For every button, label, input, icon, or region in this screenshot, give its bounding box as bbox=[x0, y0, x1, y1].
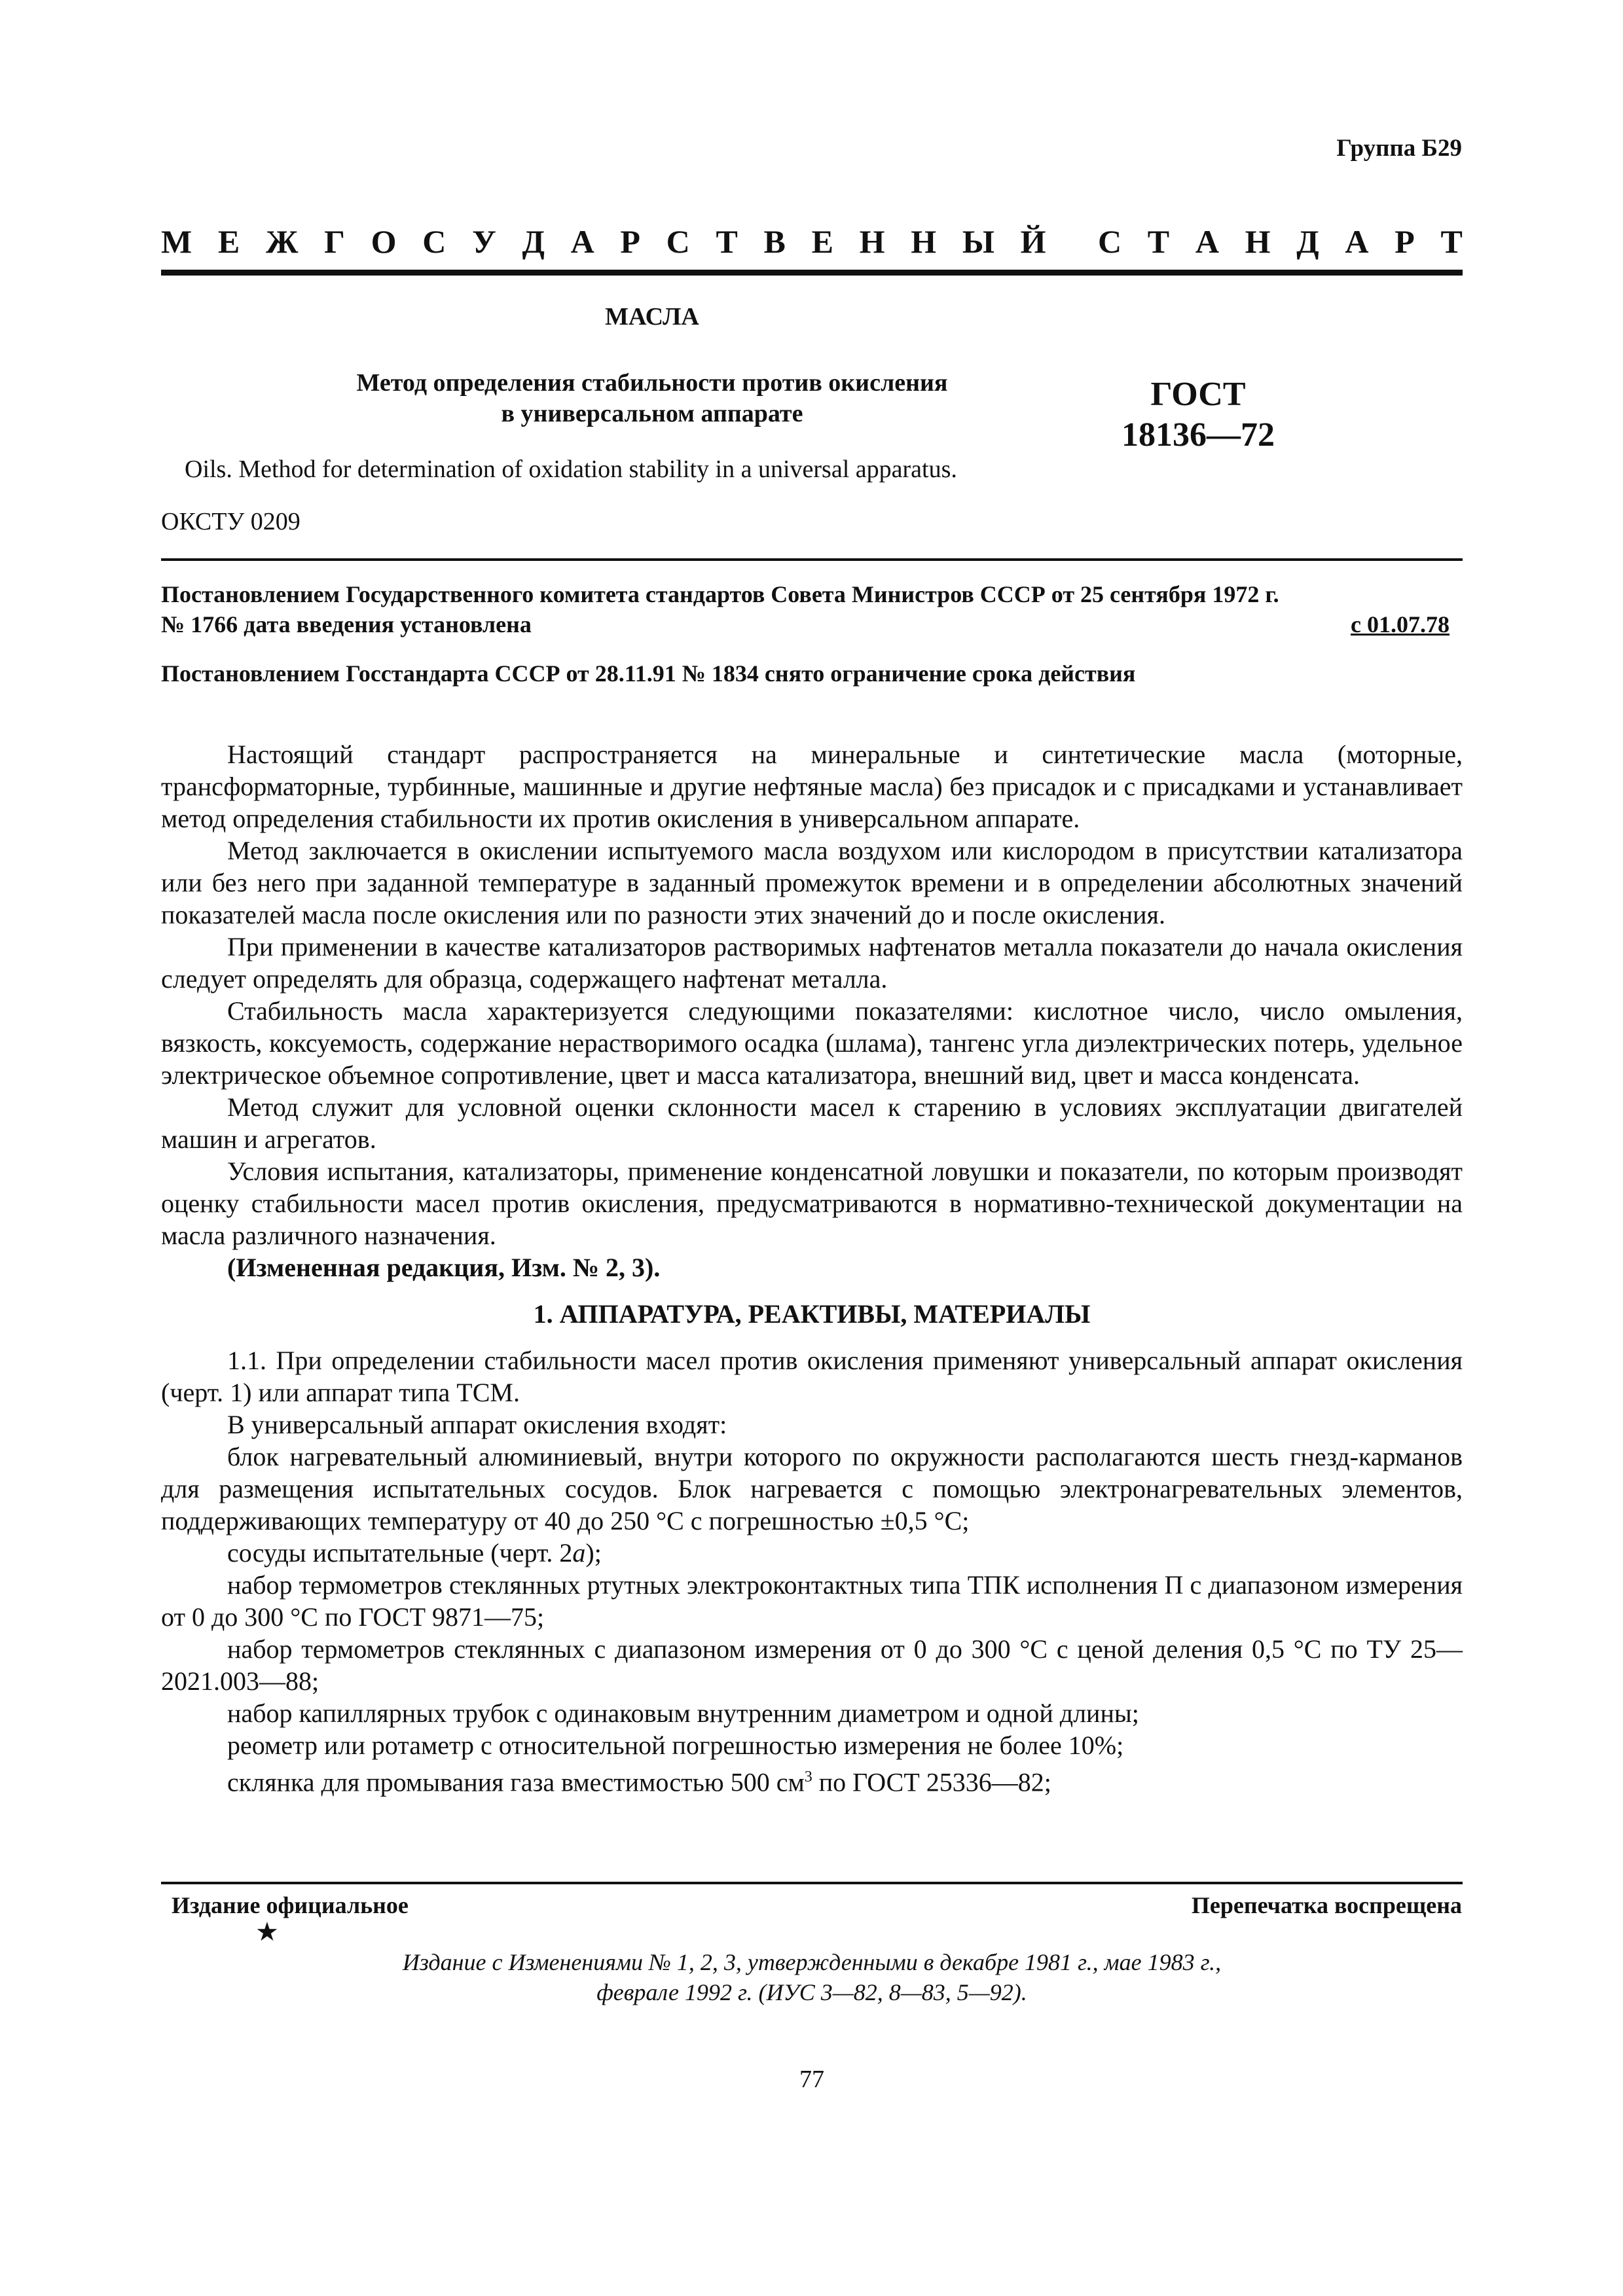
heading-letter: С bbox=[422, 223, 447, 260]
paragraph-scope: Настоящий стандарт распространяется на минеральные и синтетические масла (моторные, трансформаторные, турбинные, машинные и другие нефтяные масла) без присадок и с присадками и устанавливает метод определения стабильности их против окисления в универсальном аппарате. bbox=[161, 740, 1463, 833]
star-icon: ★ bbox=[255, 1917, 279, 1946]
heading-letter: Е bbox=[811, 223, 833, 260]
gost-designation bbox=[1054, 374, 1342, 456]
heading-letter: Е bbox=[217, 223, 240, 260]
interstate-standard-heading bbox=[161, 223, 1463, 260]
heading-letter: А bbox=[1195, 223, 1219, 260]
gost-number: 18136—72 bbox=[1122, 416, 1275, 454]
item-glass-thermometers: набор термометров стеклянных с диапазоном измерения от 0 до 300 °С с ценой деления 0,5 °С по ТУ 25—2021.003—88; bbox=[161, 1634, 1463, 1696]
edition-note bbox=[161, 1947, 1463, 2007]
amendment-note: (Измененная редакция, Изм. № 2, 3). bbox=[227, 1253, 661, 1282]
decree-number: № 1766 дата введения установлена bbox=[161, 611, 532, 637]
heading-letter: Т bbox=[716, 223, 738, 260]
decree-second: Постановлением Госстандарта СССР от 28.11.91 № 1834 снято ограничение срока действия bbox=[161, 660, 1136, 687]
heading-letter: М bbox=[161, 223, 192, 260]
heading-letter: С bbox=[1097, 223, 1122, 260]
heading-letter: В bbox=[763, 223, 786, 260]
paragraph-stability: Стабильность масла характеризуется следующими показателями: кислотное число, число омыления, вязкость, коксуемость, содержание нерастворимого осадка (шлама), тангенс угла диэлектрических потерь, удельное электрическое объемное сопротивление, цвет и масса катализатора, внешний вид, цвет и масса конденсата. bbox=[161, 996, 1463, 1090]
section-heading-1: 1. АППАРАТУРА, РЕАКТИВЫ, МАТЕРИАЛЫ bbox=[533, 1299, 1091, 1329]
heading-letter: Р bbox=[620, 223, 640, 260]
heading-letter: Н bbox=[1245, 223, 1271, 260]
item-test-vessels-end: ); bbox=[585, 1538, 602, 1568]
item-test-vessels bbox=[161, 1537, 1463, 1569]
page-number: 77 bbox=[799, 2066, 824, 2093]
item-rheometer: реометр или ротаметр с относительной погрешностью измерения не более 10%; bbox=[227, 1731, 1124, 1760]
cubic-superscript: 3 bbox=[804, 1768, 812, 1785]
decree-line-2 bbox=[161, 609, 1463, 639]
group-code: Группа Б29 bbox=[1336, 135, 1462, 162]
title-rule bbox=[161, 558, 1463, 561]
edition-note-line-2: феврале 1992 г. (ИУС 3—82, 8—83, 5—92). bbox=[596, 1979, 1027, 2005]
heading-letter: О bbox=[371, 223, 397, 260]
okstu-code: ОКСТУ 0209 bbox=[161, 508, 301, 535]
paragraph-purpose: Метод служит для условной оценки склонности масел к старению в условиях эксплуатации двигателей машин и агрегатов. bbox=[161, 1092, 1463, 1154]
heading-letter: У bbox=[472, 223, 496, 260]
gost-label: ГОСТ bbox=[1150, 376, 1246, 413]
heading-letter: Н bbox=[859, 223, 885, 260]
item-test-vessels-text: сосуды испытательные (черт. 2 bbox=[227, 1538, 573, 1568]
item-capillary-tubes: набор капиллярных трубок с одинаковым внутренним диаметром и одной длины; bbox=[227, 1698, 1139, 1728]
item-heating-block: блок нагревательный алюминиевый, внутри которого по окружности располагаются шесть гнезд-карманов для размещения испытательных сосудов. Блок нагревается с помощью электронагревательных элементов, поддерживающих температуру от 40 до 250 °С с погрешностью ±0,5 °С; bbox=[161, 1442, 1463, 1535]
heading-letter: Д bbox=[1296, 223, 1319, 260]
decree-line-1: Постановлением Государственного комитета стандартов Совета Министров СССР от 25 сентября 1972 г. bbox=[161, 581, 1279, 607]
paragraph-conditions: Условия испытания, катализаторы, применение конденсатной ловушки и показатели, по которым производят оценку стабильности масел против окисления, предусматриваются в нормативно-технической документации на масла различного назначения. bbox=[161, 1157, 1463, 1250]
edition-note-line-1: Издание с Изменениями № 1, 2, 3, утвержденными в декабре 1981 г., мае 1983 г., bbox=[402, 1949, 1222, 1975]
heading-letter: Й bbox=[1020, 223, 1046, 260]
heading-letter: А bbox=[1345, 223, 1369, 260]
item-gas-wash-bottle-text: склянка для промывания газа вместимостью 500 см bbox=[227, 1767, 805, 1797]
heading-letter: Р bbox=[1395, 223, 1415, 260]
document-title: МАСЛА bbox=[605, 303, 699, 331]
heading-letter: Ж bbox=[265, 223, 299, 260]
item-contact-thermometers: набор термометров стеклянных ртутных электроконтактных типа ТПК исполнения П с диапазоном измерения от 0 до 300 °С по ГОСТ 9871—75; bbox=[161, 1570, 1463, 1632]
subtitle-line-2: в универсальном аппарате bbox=[501, 400, 803, 427]
clause-1-1: 1.1. При определении стабильности масел против окисления применяют универсальный аппарат окисления (черт. 1) или аппарат типа ТСМ. bbox=[161, 1346, 1463, 1407]
paragraph-method: Метод заключается в окислении испытуемого масла воздухом или кислородом в присутствии катализатора или без него при заданной температуре в заданный промежуток времени и в определении абсолютных значений показателей масла после окисления или по разности этих значений до и после окисления. bbox=[161, 836, 1463, 929]
english-title: Oils. Method for determination of oxidation stability in a universal apparatus. bbox=[185, 456, 957, 483]
item-test-vessels-letter: а bbox=[572, 1538, 586, 1568]
official-edition-label: Издание официальное bbox=[172, 1892, 409, 1918]
header-rule bbox=[161, 270, 1463, 276]
item-gas-wash-bottle-end: по ГОСТ 25336—82; bbox=[812, 1767, 1051, 1797]
heading-letter: Т bbox=[1147, 223, 1170, 260]
heading-letter: Д bbox=[522, 223, 545, 260]
decree-block bbox=[161, 579, 1463, 639]
heading-letter: Н bbox=[911, 223, 937, 260]
document-subtitle bbox=[161, 368, 1143, 429]
reprint-prohibited-label: Перепечатка воспрещена bbox=[1191, 1892, 1462, 1918]
footer-rule bbox=[161, 1882, 1463, 1884]
document-body bbox=[161, 738, 1463, 1798]
paragraph-catalysts: При применении в качестве катализаторов растворимых нафтенатов металла показатели до начала окисления следует определять для образца, содержащего нафтенат металла. bbox=[161, 932, 1463, 994]
heading-letter: С bbox=[666, 223, 690, 260]
item-gas-wash-bottle bbox=[161, 1761, 1463, 1798]
heading-letter: А bbox=[570, 223, 594, 260]
heading-letter: Т bbox=[1440, 223, 1463, 260]
subtitle-line-1: Метод определения стабильности против окисления bbox=[356, 369, 948, 397]
effective-date: с 01.07.78 bbox=[1351, 611, 1450, 637]
heading-letter: Ы bbox=[962, 223, 994, 260]
heading-letter: Г bbox=[324, 223, 345, 260]
clause-apparatus-intro: В универсальный аппарат окисления входят: bbox=[227, 1410, 727, 1439]
